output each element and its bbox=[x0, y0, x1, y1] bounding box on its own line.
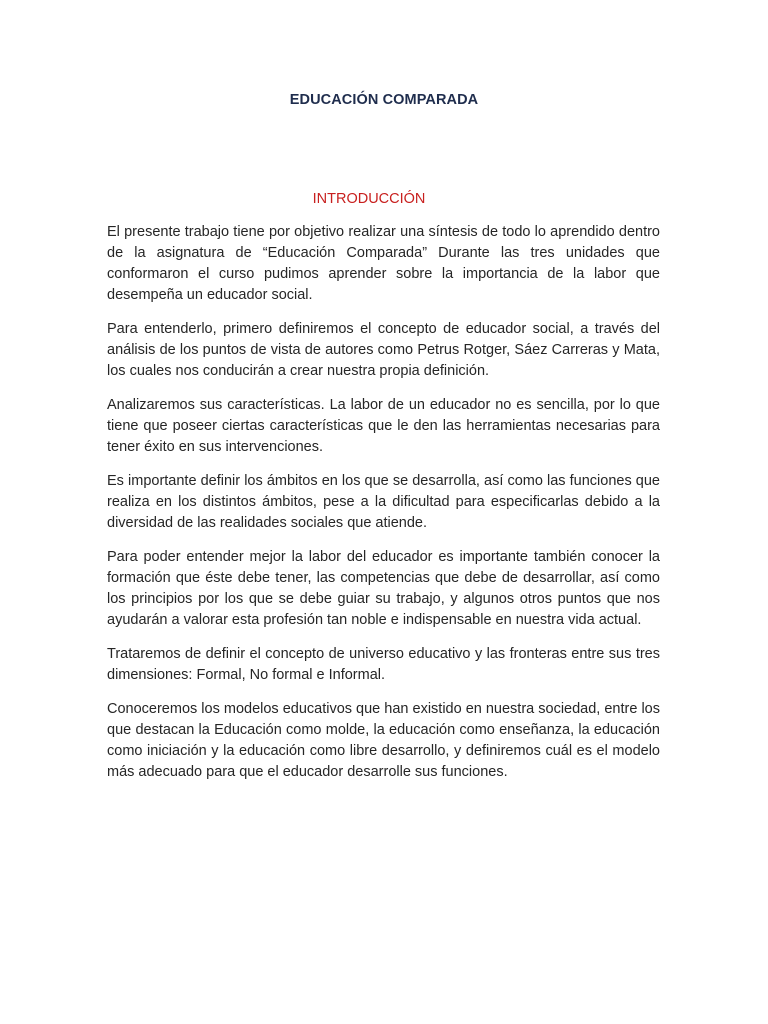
paragraph: Para entenderlo, primero definiremos el concepto de educador social, a través del análisis de los puntos de vista de autores como Petrus Rotger, Sáez Carreras y Mata, los cuales nos conducirán a crear nuestra propia definición. bbox=[107, 321, 660, 379]
document-title: EDUCACIÓN COMPARADA bbox=[289, 92, 479, 108]
paragraph: Es importante definir los ámbitos en los que se desarrolla, así como las funciones que realiza en los distintos ámbitos, pese a la dificultad para especificarlas debido a la diversidad de las realidades sociales que atiende. bbox=[107, 473, 660, 531]
paragraph: El presente trabajo tiene por objetivo realizar una síntesis de todo lo aprendido dentro de la asignatura de “Educación Comparada” Durante las tres unidades que conformaron el curso pudimos aprender sobre la importancia de la labor que desempeña un educador social. bbox=[107, 224, 660, 303]
paragraph: Para poder entender mejor la labor del educador es importante también conocer la formación que éste debe tener, las competencias que debe de desarrollar, así como los principios por los que se debe guiar su trabajo, y algunos otros puntos que nos ayudarán a valorar esta profesión tan noble e indispensable en nuestra vida actual. bbox=[107, 549, 660, 628]
paragraph: Trataremos de definir el concepto de universo educativo y las fronteras entre sus tres dimensiones: Formal, No formal e Informal. bbox=[107, 646, 660, 683]
paragraph: Analizaremos sus características. La labor de un educador no es sencilla, por lo que tiene que poseer ciertas características que le den las herramientas necesarias para tener éxito en sus intervenciones. bbox=[107, 397, 660, 455]
section-heading: INTRODUCCIÓN bbox=[312, 191, 426, 207]
body-text bbox=[107, 222, 660, 796]
paragraph: Conoceremos los modelos educativos que han existido en nuestra sociedad, entre los que destacan la Educación como molde, la educación como enseñanza, la educación como iniciación y la educación como libre desarrollo, y definiremos cuál es el modelo más adecuado para que el educador desarrolle sus funciones. bbox=[107, 701, 660, 780]
